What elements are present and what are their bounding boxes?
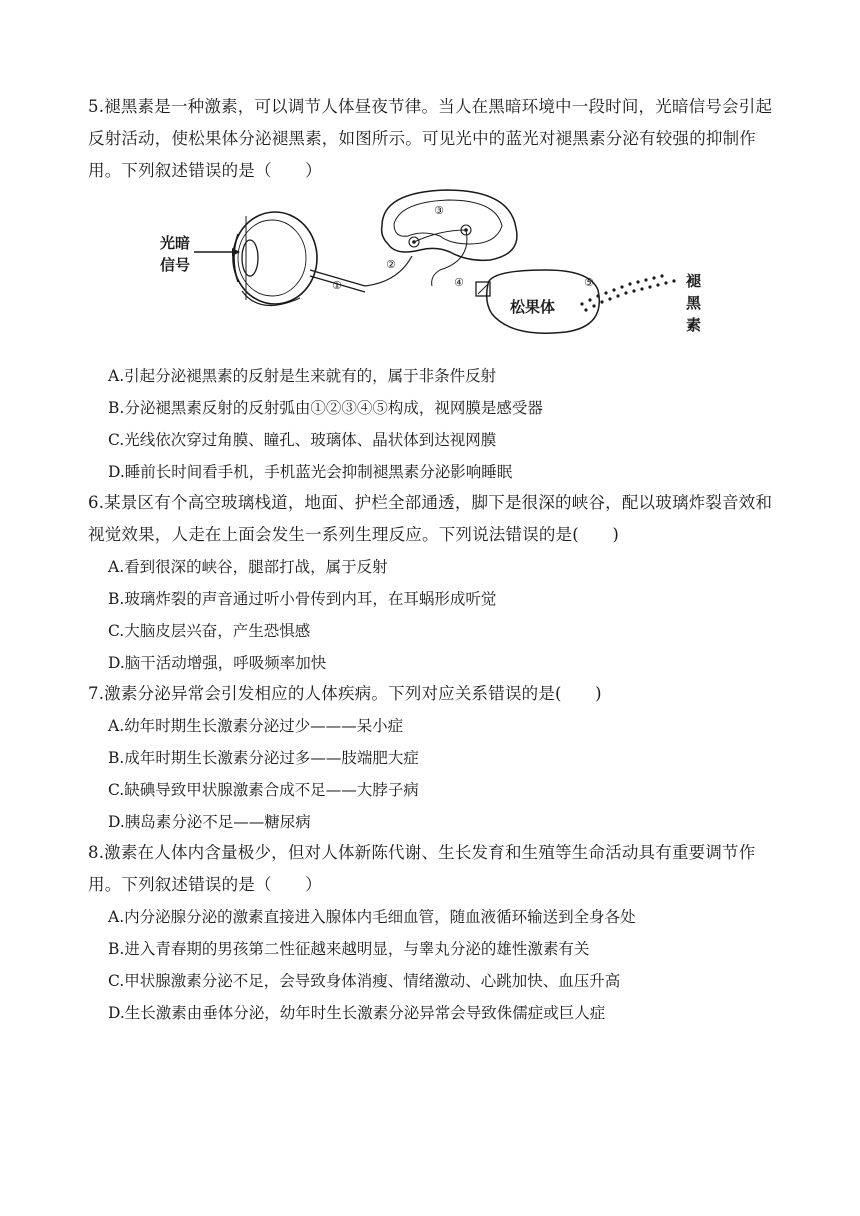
q8-option-c: C.甲状腺激素分泌不足，会导致身体消瘦、情绪激动、心跳加快、血压升高 (108, 972, 621, 990)
marker-4: ④ (454, 276, 464, 289)
q6-option-d: D.脑干活动增强，呼吸频率加快 (108, 654, 327, 672)
q7-option-b: B.成年时期生长激素分泌过多——肢端肥大症 (108, 749, 419, 767)
signal-label-line1: 光暗 (160, 234, 191, 252)
pineal-label: 松果体 (510, 298, 556, 316)
melatonin-label-1: 褪 (686, 272, 702, 290)
q6-option-b: B.玻璃炸裂的声音通过听小骨传到内耳，在耳蜗形成听觉 (108, 590, 497, 608)
q8-option-d: D.生长激素由垂体分泌，幼年时生长激素分泌异常会导致侏儒症或巨人症 (108, 1004, 606, 1022)
melatonin-reflex-diagram (150, 186, 730, 348)
brain-illustration (382, 190, 517, 286)
q8-option-b: B.进入青春期的男孩第二性征越来越明显，与睾丸分泌的雄性激素有关 (108, 940, 590, 958)
eye-illustration (233, 212, 365, 306)
melatonin-label-3: 素 (686, 316, 702, 334)
question-6-stem: 6.某景区有个高空玻璃栈道，地面、护栏全部通透，脚下是很深的峡谷，配以玻璃炸裂音效和视觉效果，人走在上面会发生一系列生理反应。下列说法错误的是( ) (88, 493, 773, 544)
signal-label-line2: 信号 (160, 256, 191, 274)
q8-option-a: A.内分泌腺分泌的激素直接进入腺体内毛细血管，随血液循环输送到全身各处 (108, 908, 636, 926)
q5-option-b: B.分泌褪黑素反射的反射弧由①②③④⑤构成，视网膜是感受器 (108, 399, 543, 417)
marker-1: ① (332, 279, 342, 292)
melatonin-label-2: 黑 (686, 294, 702, 312)
q6-option-a: A.看到很深的峡谷，腿部打战，属于反射 (108, 558, 388, 576)
secretion-dots (580, 274, 675, 311)
marker-3: ③ (434, 204, 444, 217)
q6-option-c: C.大脑皮层兴奋，产生恐惧感 (108, 622, 311, 640)
q7-option-d: D.胰岛素分泌不足——糖尿病 (108, 813, 311, 831)
marker-5: ⑤ (584, 276, 594, 289)
question-5-stem: 5.褪黑素是一种激素，可以调节人体昼夜节律。当人在黑暗环境中一段时间，光暗信号会引起反射活动，使松果体分泌褪黑素，如图所示。可见光中的蓝光对褪黑素分泌有较强的抑制作用。下列叙述错误的是（ ） (88, 97, 773, 180)
question-8-stem: 8.激素在人体内含量极少，但对人体新陈代谢、生长发育和生殖等生命活动具有重要调节作用。下列叙述错误的是（ ） (88, 843, 756, 894)
q7-option-c: C.缺碘导致甲状腺激素合成不足——大脖子病 (108, 781, 419, 799)
q5-option-a: A.引起分泌褪黑素的反射是生来就有的，属于非条件反射 (108, 367, 497, 385)
q5-option-d: D.睡前长时间看手机，手机蓝光会抑制褪黑素分泌影响睡眠 (108, 463, 513, 481)
question-7-stem: 7.激素分泌异常会引发相应的人体疾病。下列对应关系错误的是( ) (88, 684, 602, 703)
q5-option-c: C.光线依次穿过角膜、瞳孔、玻璃体、晶状体到达视网膜 (108, 431, 497, 449)
marker-2: ② (386, 258, 396, 271)
q7-option-a: A.幼年时期生长激素分泌过少———呆小症 (108, 717, 404, 735)
